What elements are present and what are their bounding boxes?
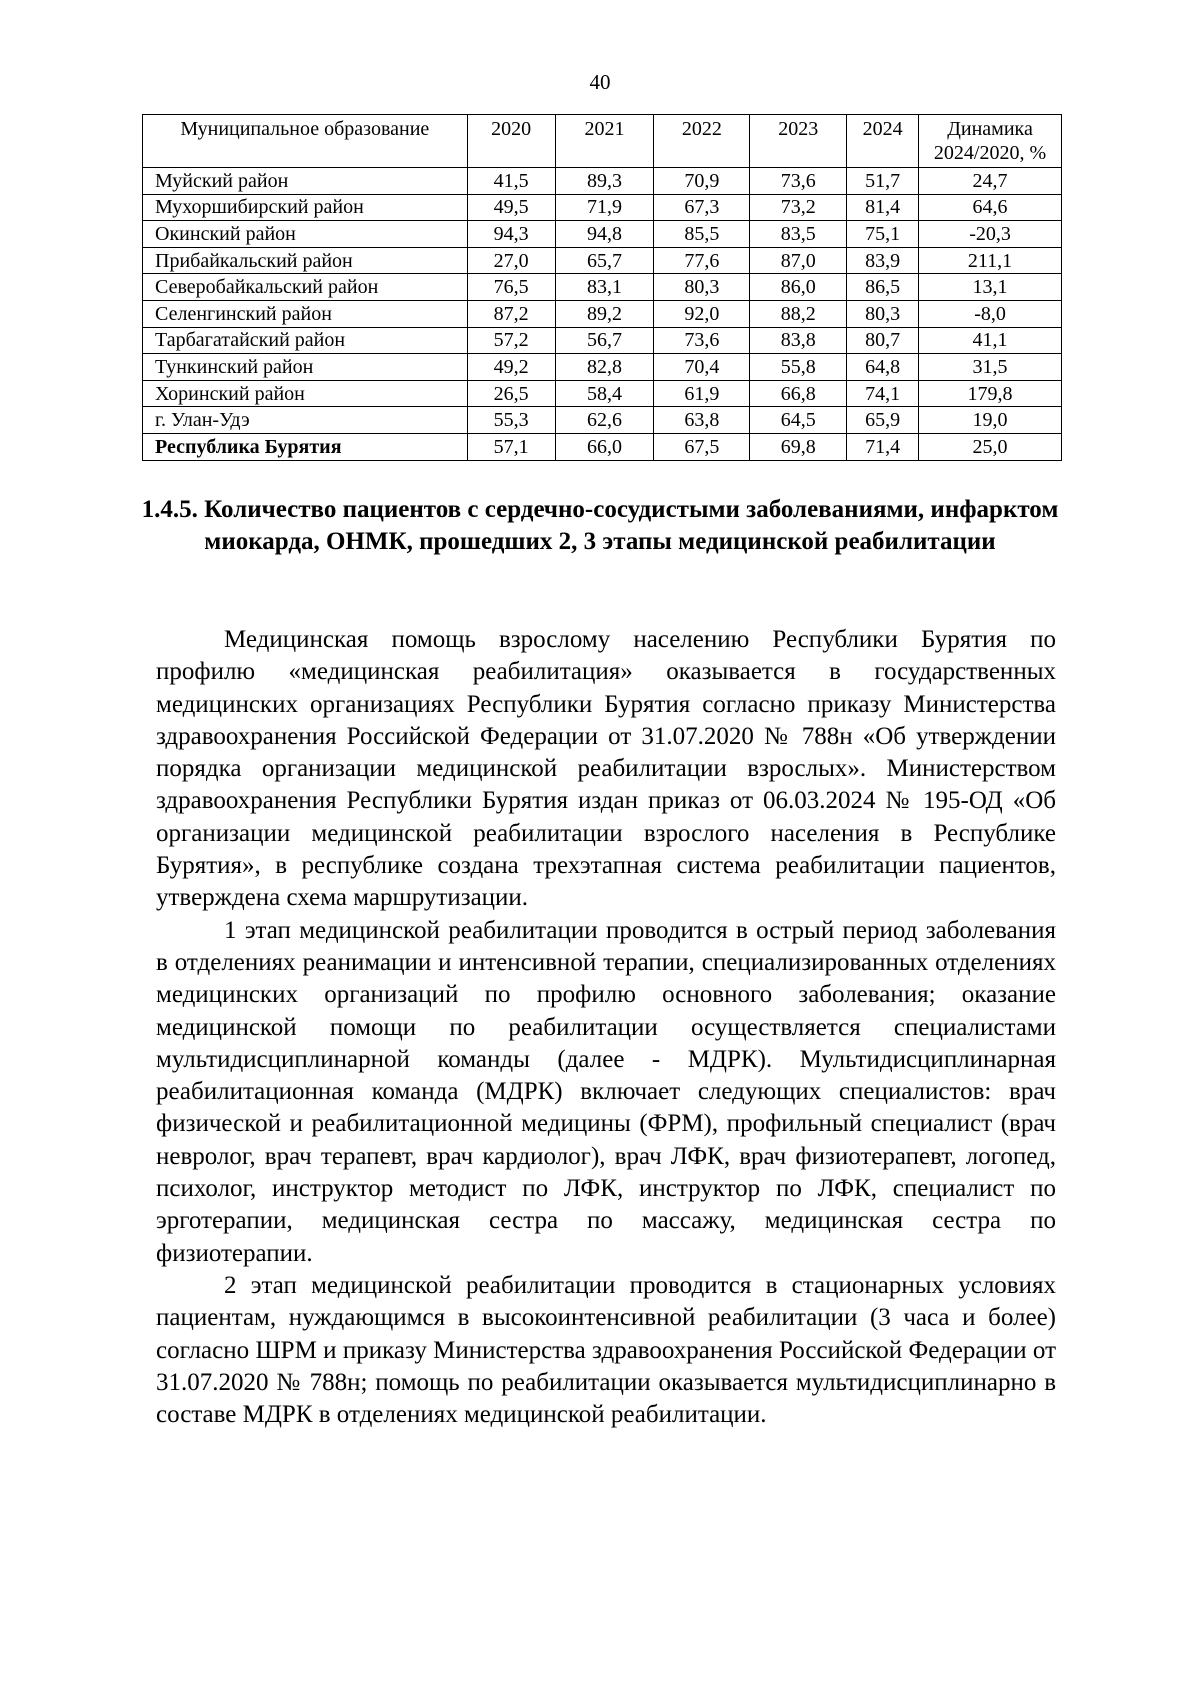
region-name: Муйский район	[143, 168, 468, 195]
value-cell: 71,9	[555, 194, 654, 221]
region-name: Тарбагатайский район	[143, 327, 468, 354]
table-row	[143, 274, 1062, 301]
value-cell: 55,3	[467, 407, 555, 434]
dynamics-cell: 13,1	[919, 274, 1062, 301]
value-cell: 83,9	[847, 247, 919, 274]
column-header: 2023	[750, 115, 847, 168]
value-cell: 67,5	[654, 433, 750, 460]
region-name: Прибайкальский район	[143, 247, 468, 274]
value-cell: 80,3	[847, 300, 919, 327]
value-cell: 82,8	[555, 354, 654, 381]
value-cell: 49,2	[467, 354, 555, 381]
value-cell: 89,2	[555, 300, 654, 327]
dynamics-cell: 19,0	[919, 407, 1062, 434]
value-cell: 66,0	[555, 433, 654, 460]
dynamics-cell: 25,0	[919, 433, 1062, 460]
paragraph: 2 этап медицинской реабилитации проводится в стационарных условиях пациентам, нуждающимся в высокоинтенсивной реабилитации (3 часа и более) согласно ШРМ и приказу Министерства здравоохранения Российской Федерации от 31.07.2020 № 788н; помощь по реабилитации оказывается мультидисциплинарно в составе МДРК в отделениях медицинской реабилитации.	[156, 1271, 1056, 1429]
value-cell: 83,1	[555, 274, 654, 301]
paragraph: 1 этап медицинской реабилитации проводится в острый период заболевания в отделениях реанимации и интенсивной терапии, специализированных отделениях медицинских организаций по профилю основного заболевания; оказание медицинской помощи по реабилитации осуществляется специалистами мультидисциплинарной команды (далее - МДРК). Мультидисциплинарная реабилитационная команда (МДРК) включает следующих специалистов: врач физической и реабилитационной медицины (ФРМ), профильный специалист (врач невролог, врач терапевт, врач кардиолог), врач ЛФК, врач физиотерапевт, логопед, психолог, инструктор методист по ЛФК, инструктор по ЛФК, специалист по эрготерапии, медицинская сестра по массажу, медицинская сестра по физиотерапии.	[156, 916, 1056, 1267]
value-cell: 65,9	[847, 407, 919, 434]
value-cell: 56,7	[555, 327, 654, 354]
region-name: Хоринский район	[143, 380, 468, 407]
value-cell: 74,1	[847, 380, 919, 407]
value-cell: 73,6	[654, 327, 750, 354]
table-row	[143, 247, 1062, 274]
value-cell: 70,9	[654, 168, 750, 195]
dynamics-cell: 24,7	[919, 168, 1062, 195]
region-name: Селенгинский район	[143, 300, 468, 327]
table-header-row	[143, 115, 1062, 168]
region-name: Северобайкальский район	[143, 274, 468, 301]
value-cell: 77,6	[654, 247, 750, 274]
table-row	[143, 300, 1062, 327]
value-cell: 64,8	[847, 354, 919, 381]
value-cell: 27,0	[467, 247, 555, 274]
value-cell: 89,3	[555, 168, 654, 195]
paragraph: Медицинская помощь взрослому населению Республики Бурятия по профилю «медицинская реабилитация» оказывается в государственных медицинских организациях Республики Бурятия согласно приказу Министерства здравоохранения Российской Федерации от 31.07.2020 № 788н «Об утверждении порядка организации медицинской реабилитации взрослых». Министерством здравоохранения Республики Бурятия издан приказ от 06.03.2024 № 195-ОД «Об организации медицинской реабилитации взрослого населения в Республике Бурятия», в республике создана трехэтапная система реабилитации пациентов, утверждена схема маршрутизации.	[156, 626, 1056, 912]
value-cell: 58,4	[555, 380, 654, 407]
body-text	[156, 624, 1056, 1431]
value-cell: 70,4	[654, 354, 750, 381]
column-header: 2022	[654, 115, 750, 168]
value-cell: 67,3	[654, 194, 750, 221]
column-header: 2020	[467, 115, 555, 168]
region-name: Окинский район	[143, 221, 468, 248]
dynamics-cell: 211,1	[919, 247, 1062, 274]
table-total-row	[143, 433, 1062, 460]
value-cell: 41,5	[467, 168, 555, 195]
value-cell: 51,7	[847, 168, 919, 195]
value-cell: 80,7	[847, 327, 919, 354]
region-name: г. Улан-Удэ	[143, 407, 468, 434]
value-cell: 86,5	[847, 274, 919, 301]
value-cell: 83,8	[750, 327, 847, 354]
table-row	[143, 327, 1062, 354]
value-cell: 61,9	[654, 380, 750, 407]
dynamics-cell: 41,1	[919, 327, 1062, 354]
value-cell: 62,6	[555, 407, 654, 434]
dynamics-cell: 179,8	[919, 380, 1062, 407]
page-number: 40	[589, 70, 611, 94]
dynamics-cell: 64,6	[919, 194, 1062, 221]
dynamics-cell: -8,0	[919, 300, 1062, 327]
dynamics-cell: -20,3	[919, 221, 1062, 248]
value-cell: 69,8	[750, 433, 847, 460]
column-header: Муниципальное образование	[143, 115, 468, 168]
value-cell: 87,2	[467, 300, 555, 327]
value-cell: 86,0	[750, 274, 847, 301]
value-cell: 66,8	[750, 380, 847, 407]
table-row	[143, 354, 1062, 381]
value-cell: 76,5	[467, 274, 555, 301]
value-cell: 75,1	[847, 221, 919, 248]
value-cell: 63,8	[654, 407, 750, 434]
value-cell: 57,2	[467, 327, 555, 354]
table-row	[143, 168, 1062, 195]
column-header: 2021	[555, 115, 654, 168]
region-name: Мухоршибирский район	[143, 194, 468, 221]
value-cell: 87,0	[750, 247, 847, 274]
statistics-table	[142, 114, 1062, 461]
value-cell: 81,4	[847, 194, 919, 221]
region-name: Тункинский район	[143, 354, 468, 381]
value-cell: 94,3	[467, 221, 555, 248]
value-cell: 83,5	[750, 221, 847, 248]
value-cell: 80,3	[654, 274, 750, 301]
table-row	[143, 380, 1062, 407]
value-cell: 49,5	[467, 194, 555, 221]
value-cell: 65,7	[555, 247, 654, 274]
column-header: Динамика 2024/2020, %	[919, 115, 1062, 168]
value-cell: 73,2	[750, 194, 847, 221]
table-row	[143, 194, 1062, 221]
section-heading: 1.4.5. Количество пациентов с сердечно-сосудистыми заболеваниями, инфарктом миокарда, ОНМК, прошедших 2, 3 этапы медицинской реабилитации	[141, 496, 1059, 555]
table-row	[143, 221, 1062, 248]
value-cell: 55,8	[750, 354, 847, 381]
value-cell: 64,5	[750, 407, 847, 434]
value-cell: 92,0	[654, 300, 750, 327]
value-cell: 73,6	[750, 168, 847, 195]
region-name-total: Республика Бурятия	[143, 433, 468, 460]
value-cell: 88,2	[750, 300, 847, 327]
value-cell: 57,1	[467, 433, 555, 460]
dynamics-cell: 31,5	[919, 354, 1062, 381]
value-cell: 85,5	[654, 221, 750, 248]
table-row	[143, 407, 1062, 434]
column-header: 2024	[847, 115, 919, 168]
value-cell: 26,5	[467, 380, 555, 407]
value-cell: 94,8	[555, 221, 654, 248]
value-cell: 71,4	[847, 433, 919, 460]
